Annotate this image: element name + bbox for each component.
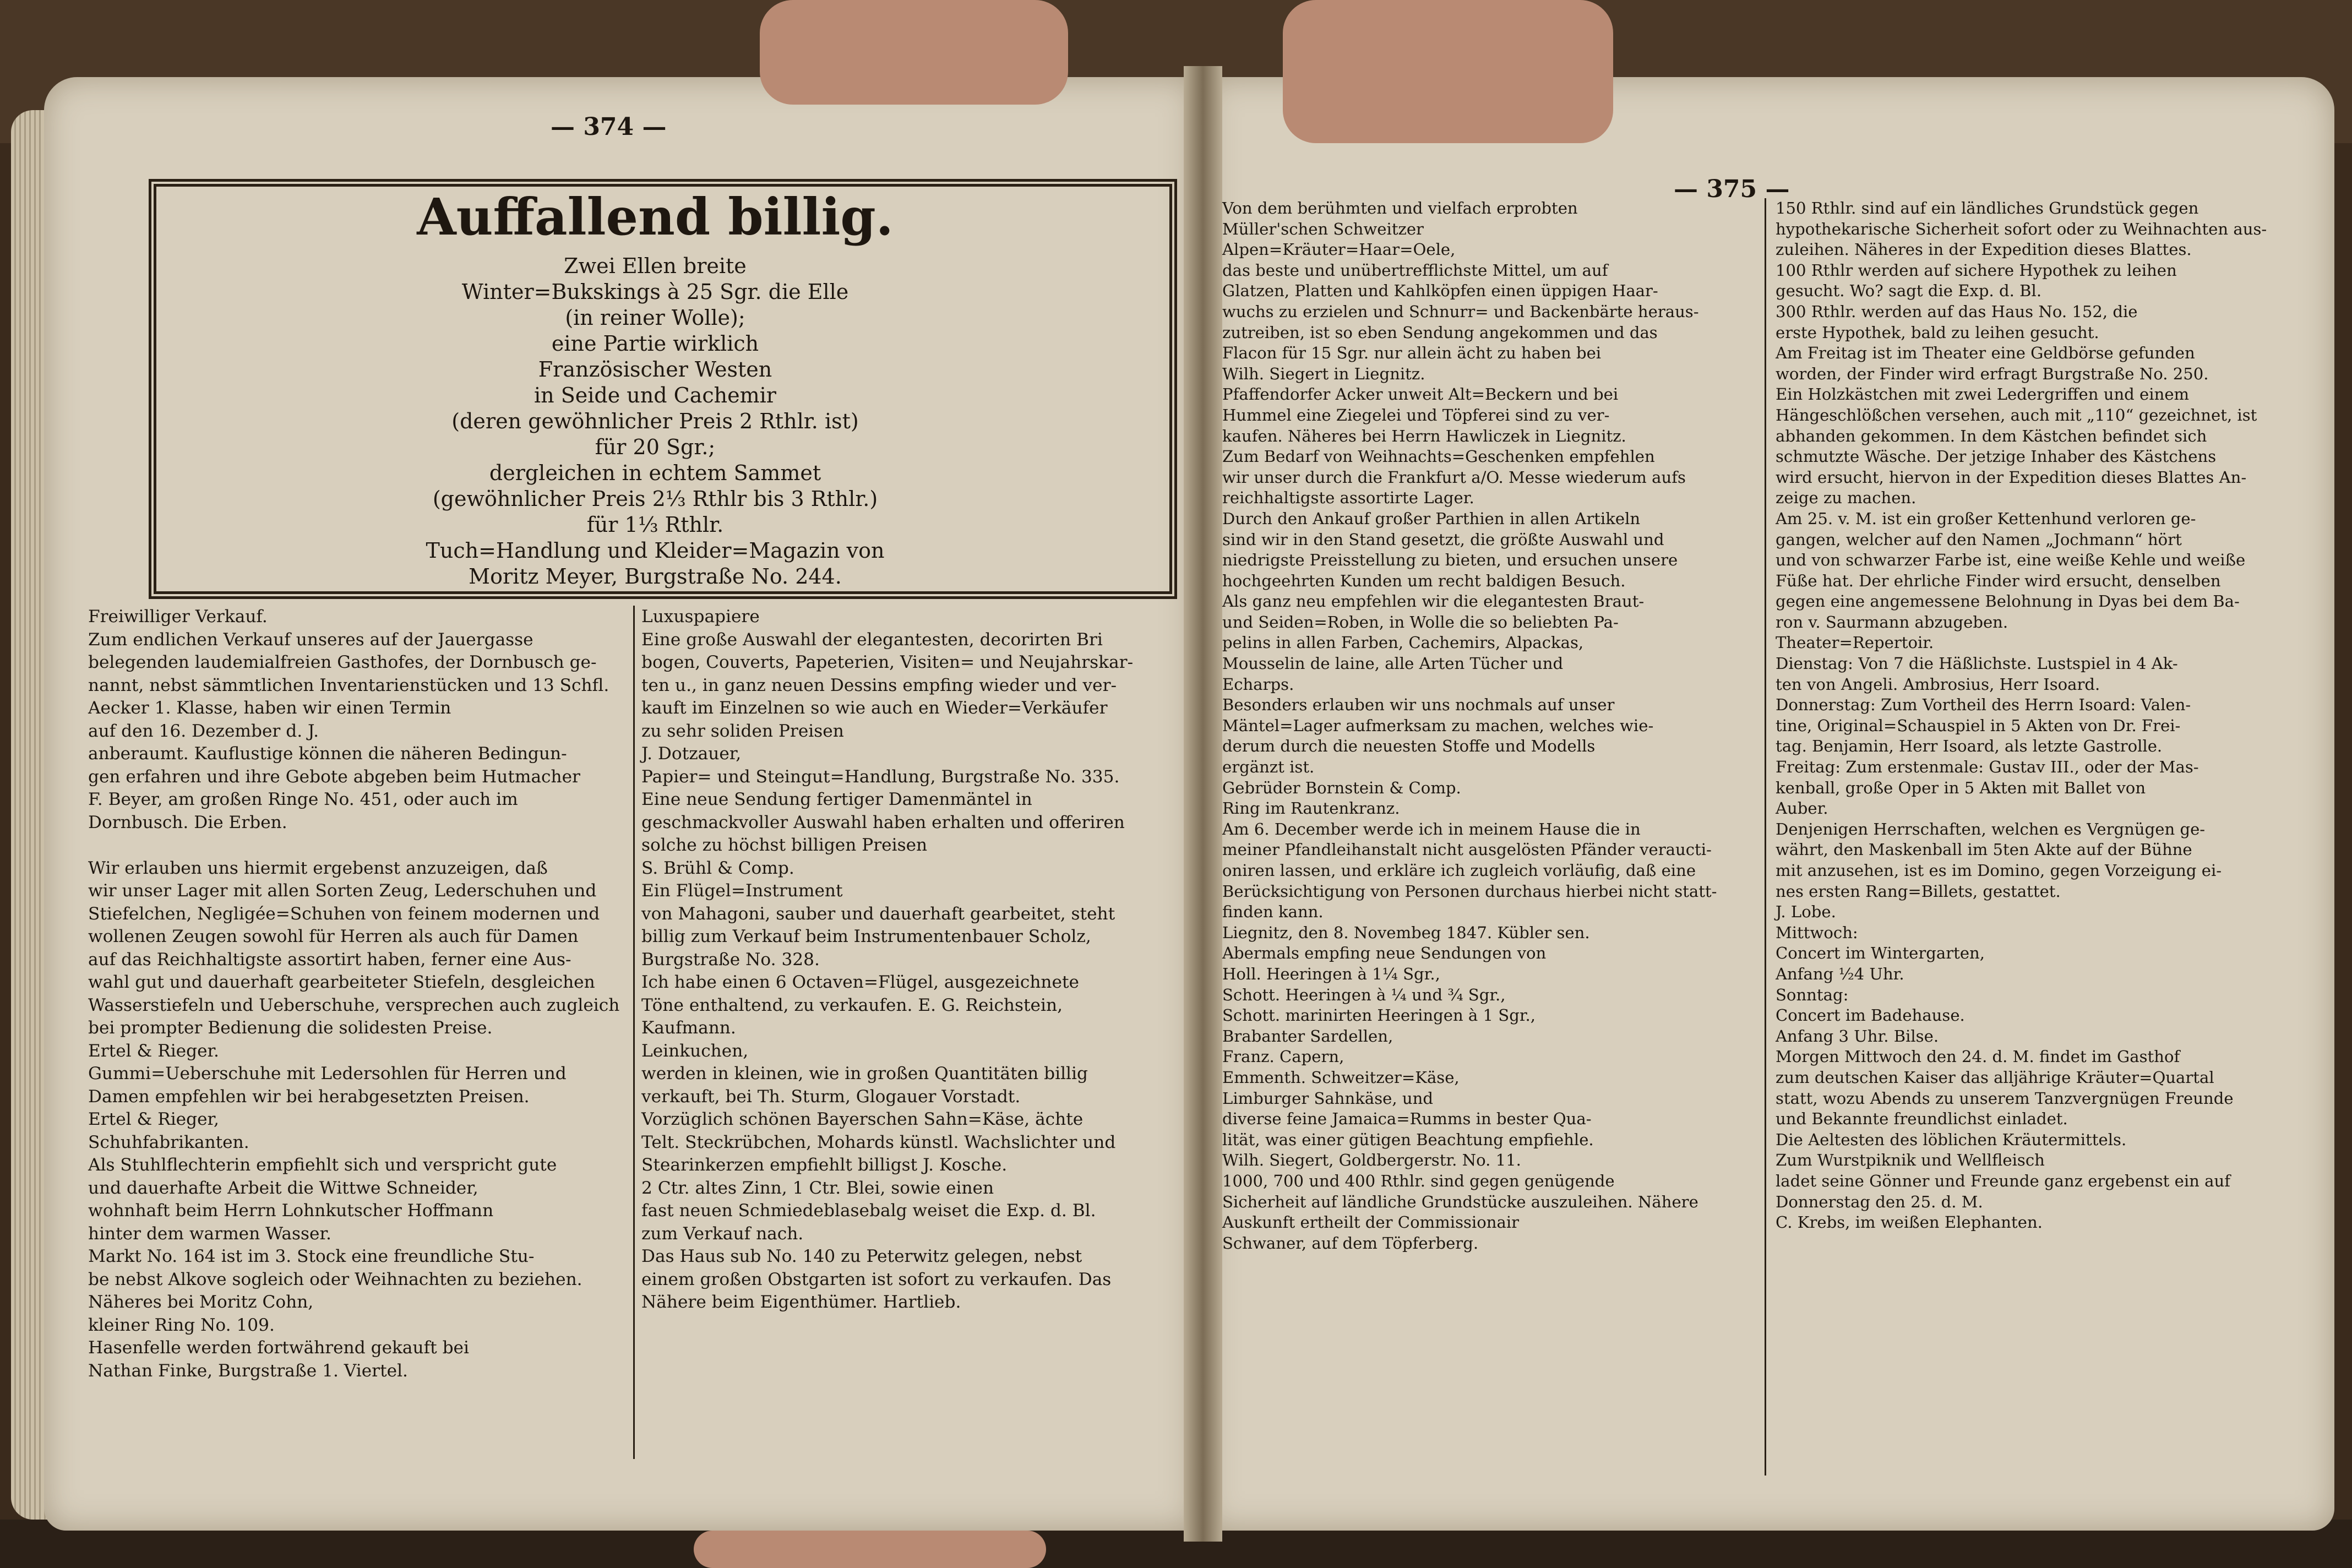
thumb-bottom [694, 1531, 1046, 1568]
page-number-left: — 374 — [551, 113, 667, 141]
meyer-ad-body: Zwei Ellen breite Winter=Bukskings à 25 Sgr. die Elle (in reiner Wolle); eine Partie wirklich Französischer Westen in Seide und Cachemir (deren gewöhnlicher Preis 2 Rthlr. ist) für 20 Sgr.; dergleichen in echtem Sammet (gewöhnlicher Preis 2⅓ Rthlr bis 3 Rthlr.) für 1⅓ Rthlr. Tuch=Handlung und Kleider=Magazin von Moritz Meyer, Burgstraße No. 244. [426, 254, 885, 589]
meyer-ad-title: Auffallend billig. [417, 187, 894, 247]
thumb-top-right [1283, 0, 1613, 143]
left-column-1: Freiwilliger Verkauf. Zum endlichen Verkauf unseres auf der Jauergasse belegenden laudemialfreien Gasthofes, der Dornbusch ge- nannt, nebst sämmtlichen Inventarienstücken und 13 Schfl. Aecker 1. Klasse, haben wir einen Termin auf den 16. Dezember d. J. anberaumt. Kauflustige können die näheren Bedingun- gen erfahren und ihre Gebote abgeben beim Hutmacher F. Beyer, am großen Ringe No. 451, oder auch im Dornbusch. Die Erben. Wir erlauben uns hiermit ergebenst anzuzeigen, daß wir unser Lager mit allen Sorten Zeug, Lederschuhen und Stiefelchen, Negligée=Schuhen von feinem modernen und wollenen Zeugen sowohl für Herren als auch für Damen auf das Reichhaltigste assortirt haben, ferner eine Aus- wahl gut und dauerhaft gearbeiteter Stiefeln, desgleichen Wasserstiefeln und Ueberschuhe, versprechen auch zugleich bei prompter Bedienung die solidesten Preise. Ertel & Rieger. Gummi=Ueberschuhe mit Ledersohlen für Herren und Damen empfehlen wir bei herabgesetzten Preisen. Ertel & Rieger, Schuhfabrikanten. Als Stuhlflechterin empfiehlt sich und verspricht gute und dauerhafte Arbeit die Wittwe Schneider, wohnhaft beim Herrn Lohnkutscher Hoffmann hinter dem warmen Wasser. Markt No. 164 ist im 3. Stock eine freundliche Stu- be nebst Alkove sogleich oder Weihnachten zu beziehen. Näheres bei Moritz Cohn, kleiner Ring No. 109. Hasenfelle werden fortwährend gekauft bei Nathan Finke, Burgstraße 1. Viertel. [88, 607, 620, 1381]
left-column-2: Luxuspapiere Eine große Auswahl der elegantesten, decorirten Bri bogen, Couverts, Papeterien, Visiten= und Neujahrskar- ten u., in ganz neuen Dessins empfing wieder und ver- kauft im Einzelnen so wie auch en Wieder=Verkäufer zu sehr soliden Preisen J. Dotzauer, Papier= und Steingut=Handlung, Burgstraße No. 335. Eine neue Sendung fertiger Damenmäntel in geschmackvoller Auswahl haben erhalten und offeriren solche zu höchst billigen Preisen S. Brühl & Comp. Ein Flügel=Instrument von Mahagoni, sauber und dauerhaft gearbeitet, steht billig zum Verkauf beim Instrumentenbauer Scholz, Burgstraße No. 328. Ich habe einen 6 Octaven=Flügel, ausgezeichnete Töne enthaltend, zu verkaufen. E. G. Reichstein, Kaufmann. Leinkuchen, werden in kleinen, wie in großen Quantitäten billig verkauft, bei Th. Sturm, Glogauer Vorstadt. Vorzüglich schönen Bayerschen Sahn=Käse, ächte Telt. Steckrübchen, Mohards künstl. Wachslichter und Stearinkerzen empfiehlt billigst J. Kosche. 2 Ctr. altes Zinn, 1 Ctr. Blei, sowie einen fast neuen Schmiedeblasebalg weiset die Exp. d. Bl. zum Verkauf nach. Das Haus sub No. 140 zu Peterwitz gelegen, nebst einem großen Obstgarten ist sofort zu verkaufen. Das Nähere beim Eigenthümer. Hartlieb. [641, 607, 1134, 1312]
right-column-divider [1765, 198, 1766, 1476]
page-number-right: — 375 — [1674, 175, 1790, 203]
right-column-1: Von dem berühmten und vielfach erprobten Müller'schen Schweitzer Alpen=Kräuter=Haar=Oele, das beste und unübertrefflichste Mittel, um auf Glatzen, Platten und Kahlköpfen einen üppigen Haar- wuchs zu erzielen und Schnurr= und Backenbärte heraus- zutreiben, ist so eben Sendung angekommen und das Flacon für 15 Sgr. nur allein ächt zu haben bei Wilh. Siegert in Liegnitz. Pfaffendorfer Acker unweit Alt=Beckern und bei Hummel eine Ziegelei und Töpferei sind zu ver- kaufen. Näheres bei Herrn Hawliczek in Liegnitz. Zum Bedarf von Weihnachts=Geschenken empfehlen wir unser durch die Frankfurt a/O. Messe wiederum aufs reichhaltigste assortirte Lager. Durch den Ankauf großer Parthien in allen Artikeln sind wir in den Stand gesetzt, die größte Auswahl und niedrigste Preisstellung zu bieten, und ersuchen unsere hochgeehrten Kunden um recht baldigen Besuch. Als ganz neu empfehlen wir die elegantesten Braut- und Seiden=Roben, in Wolle die so beliebten Pa- pelins in allen Farben, Cachemirs, Alpackas, Mousselin de laine, alle Arten Tücher und Echarps. Besonders erlauben wir uns nochmals auf unser Mäntel=Lager aufmerksam zu machen, welches wie- derum durch die neuesten Stoffe und Modells ergänzt ist. Gebrüder Bornstein & Comp. Ring im Rautenkranz. Am 6. December werde ich in meinem Hause die in meiner Pfandleihanstalt nicht ausgelösten Pfänder veraucti- oniren lassen, und erkläre ich zugleich vorläufig, daß eine Berücksichtigung von Personen durchaus hierbei nicht statt- finden kann. Liegnitz, den 8. Novembeg 1847. Kübler sen. Abermals empfing neue Sendungen von Holl. Heeringen à 1¼ Sgr., Schott. Heeringen à ¼ und ¾ Sgr., Schott. marinirten Heeringen à 1 Sgr., Brabanter Sardellen, Franz. Capern, Emmenth. Schweitzer=Käse, Limburger Sahnkäse, und diverse feine Jamaica=Rumms in bester Qua- lität, was einer gütigen Beachtung empfiehle. Wilh. Siegert, Goldbergerstr. No. 11. 1000, 700 und 400 Rthlr. sind gegen genügende Sicherheit auf ländliche Grundstücke auszuleihen. Nähere Auskunft ertheilt der Commissionair Schwaner, auf dem Töpferberg. [1222, 199, 1717, 1253]
book-spine [1184, 66, 1222, 1542]
left-column-divider [633, 606, 635, 1459]
thumb-top-left [760, 0, 1068, 105]
right-column-2: 150 Rthlr. sind auf ein ländliches Grundstück gegen hypothekarische Sicherheit sofort oder zu Weihnachten aus- zuleihen. Näheres in der Expedition dieses Blattes. 100 Rthlr werden auf sichere Hypothek zu leihen gesucht. Wo? sagt die Exp. d. Bl. 300 Rthlr. werden auf das Haus No. 152, die erste Hypothek, bald zu leihen gesucht. Am Freitag ist im Theater eine Geldbörse gefunden worden, der Finder wird erfragt Burgstraße No. 250. Ein Holzkästchen mit zwei Ledergriffen und einem Hängeschlößchen versehen, auch mit „110“ gezeichnet, ist abhanden gekommen. In dem Kästchen befindet sich schmutzte Wäsche. Der jetzige Inhaber des Kästchens wird ersucht, hiervon in der Expedition dieses Blattes An- zeige zu machen. Am 25. v. M. ist ein großer Kettenhund verloren ge- gangen, welcher auf den Namen „Jochmann“ hört und von schwarzer Farbe ist, eine weiße Kehle und weiße Füße hat. Der ehrliche Finder wird ersucht, denselben gegen eine angemessene Belohnung in Dyas bei dem Ba- ron v. Saurmann abzugeben. Theater=Repertoir. Dienstag: Von 7 die Häßlichste. Lustspiel in 4 Ak- ten von Angeli. Ambrosius, Herr Isoard. Donnerstag: Zum Vortheil des Herrn Isoard: Valen- tine, Original=Schauspiel in 5 Akten von Dr. Frei- tag. Benjamin, Herr Isoard, als letzte Gastrolle. Freitag: Zum erstenmale: Gustav III., oder der Mas- kenball, große Oper in 5 Akten mit Ballet von Auber. Denjenigen Herrschaften, welchen es Vergnügen ge- währt, den Maskenball im 5ten Akte auf der Bühne mit anzusehen, ist es im Domino, gegen Vorzeigung ei- nes ersten Rang=Billets, gestattet. J. Lobe. Mittwoch: Concert im Wintergarten, Anfang ½4 Uhr. Sonntag: Concert im Badehause. Anfang 3 Uhr. Bilse. Morgen Mittwoch den 24. d. M. findet im Gasthof zum deutschen Kaiser das alljährige Kräuter=Quartal statt, wozu Abends zu unserem Tanzvergnügen Freunde und Bekannte freundlichst einladet. Die Aeltesten des löblichen Kräutermittels. Zum Wurstpiknik und Wellfleisch ladet seine Gönner und Freunde ganz ergebenst ein auf Donnerstag den 25. d. M. C. Krebs, im weißen Elephanten. [1776, 199, 2267, 1232]
